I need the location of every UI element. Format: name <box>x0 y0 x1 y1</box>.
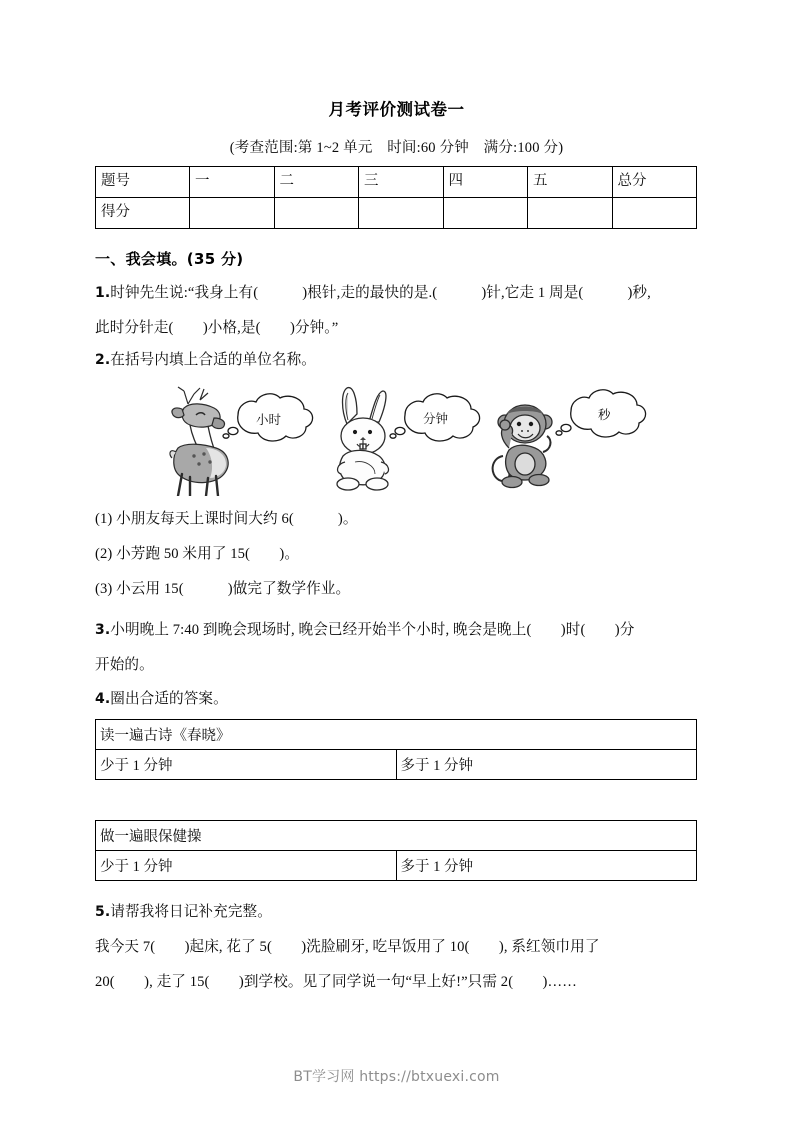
choice-prompt: 做一遍眼保健操 <box>96 821 697 851</box>
unit-name-illustrations <box>95 378 697 496</box>
choice-option-more-than[interactable]: 多于 1 分钟 <box>396 750 697 780</box>
rabbit-graphic <box>323 378 498 496</box>
rabbit-bubble-label: 分钟 <box>423 411 449 426</box>
table-row <box>96 167 697 198</box>
choice-option-more-than[interactable]: 多于 1 分钟 <box>396 851 697 881</box>
question-3-line-1 <box>95 621 634 640</box>
choice-prompt: 读一遍古诗《春晓》 <box>96 720 697 750</box>
question-3-text-1: 小明晚上 7:40 到晚会现场时, 晚会已经开始半个小时, 晚会是晚上( )时( )分 <box>110 622 635 638</box>
question-4-line-1 <box>95 690 228 709</box>
question-2-subitem-3: (3) 小云用 15( )做完了数学作业。 <box>95 581 351 597</box>
question-3-line-2: 开始的。 <box>95 657 154 673</box>
score-entry-cell[interactable] <box>528 198 613 229</box>
monkey-illustration <box>485 378 660 496</box>
score-table <box>95 166 697 229</box>
question-2-subitem-2: (2) 小芳跑 50 米用了 15( )。 <box>95 546 300 562</box>
deer-illustration <box>160 378 335 496</box>
question-5-number: 5. <box>95 904 111 920</box>
monkey-bubble-label: 秒 <box>598 407 611 422</box>
exam-subtitle: (考查范围:第 1~2 单元 时间:60 分钟 满分:100 分) <box>229 140 564 156</box>
score-row-label: 题号 <box>96 167 190 198</box>
score-entry-cell[interactable] <box>359 198 444 229</box>
question-2-subitem-1: (1) 小朋友每天上课时间大约 6( )。 <box>95 511 358 527</box>
score-cell: 五 <box>528 167 613 198</box>
question-2-number: 2. <box>95 352 111 368</box>
choice-option-less-than[interactable]: 少于 1 分钟 <box>96 851 397 881</box>
question-1-text-1: 时钟先生说:“我身上有( )根针,走的最快的是.( )针,它走 1 周是( )秒, <box>110 285 651 301</box>
table-row <box>96 851 697 881</box>
section-heading-1: 一、我会填。(35 分) <box>95 250 244 268</box>
rabbit-illustration <box>323 378 498 496</box>
score-row-label: 得分 <box>96 198 190 229</box>
score-cell: 四 <box>443 167 528 198</box>
question-5-line-3: 20( ), 走了 15( )到学校。见了同学说一句“早上好!”只需 2( )…… <box>95 974 577 990</box>
score-entry-cell[interactable] <box>190 198 275 229</box>
score-entry-cell[interactable] <box>274 198 359 229</box>
table-row <box>96 821 697 851</box>
choice-option-less-than[interactable]: 少于 1 分钟 <box>96 750 397 780</box>
deer-bubble-label: 小时 <box>256 412 282 427</box>
question-5-line-1 <box>95 903 272 922</box>
score-cell: 二 <box>274 167 359 198</box>
question-2-line-1 <box>95 351 316 370</box>
score-cell: 总分 <box>612 167 697 198</box>
question-2-text-1: 在括号内填上合适的单位名称。 <box>110 352 316 368</box>
monkey-graphic <box>485 378 660 496</box>
choice-table-eye-exercise <box>95 820 697 881</box>
table-row <box>96 720 697 750</box>
score-cell: 一 <box>190 167 275 198</box>
question-4-number: 4. <box>95 691 111 707</box>
question-5-text-1: 请帮我将日记补充完整。 <box>110 904 272 920</box>
question-3-number: 3. <box>95 622 111 638</box>
question-4-text-1: 圈出合适的答案。 <box>110 691 228 707</box>
question-1-line-1 <box>95 284 651 303</box>
site-watermark: BT学习网 https://btxuexi.com <box>293 1069 500 1085</box>
table-row <box>96 198 697 229</box>
choice-table-poem <box>95 719 697 780</box>
score-cell: 三 <box>359 167 444 198</box>
question-1-line-2: 此时分针走( )小格,是( )分钟。” <box>95 320 339 336</box>
deer-graphic <box>160 378 335 496</box>
page-title: 月考评价测试卷一 <box>328 100 465 119</box>
question-1-number: 1. <box>95 285 111 301</box>
question-5-line-2: 我今天 7( )起床, 花了 5( )洗脸刷牙, 吃早饭用了 10( ), 系红领巾用了 <box>95 939 600 955</box>
table-row <box>96 750 697 780</box>
score-entry-cell[interactable] <box>443 198 528 229</box>
score-entry-cell[interactable] <box>612 198 697 229</box>
